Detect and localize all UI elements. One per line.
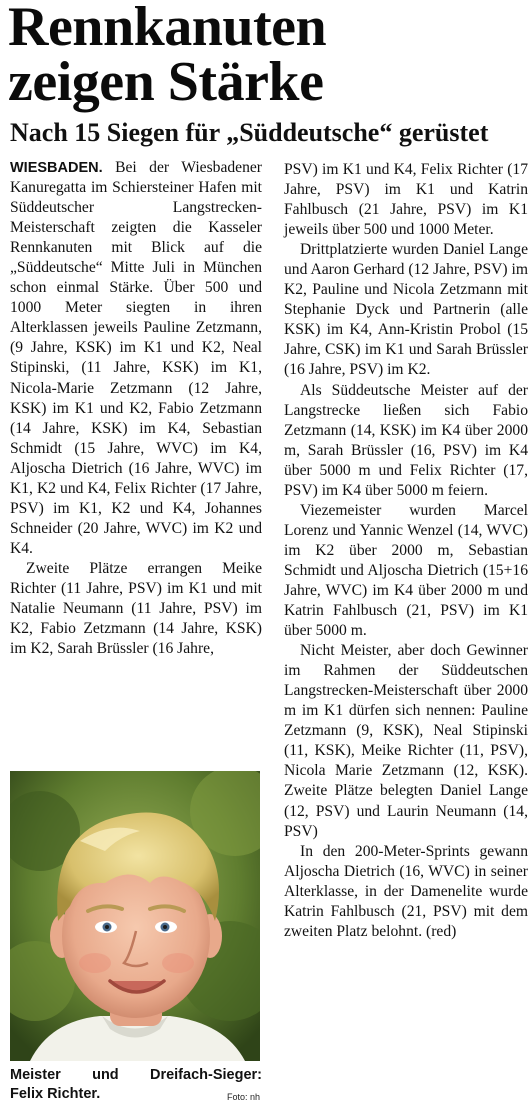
paragraph-winners: Nicht Meister, aber doch Gewinner im Rahmen der Süddeutschen Langstrecken-Meisterschaft über 2000 m im K1 dürfen sich nennen: Pauline Zetzmann (9, KSK), Neal Stipinski (11, KSK), Meike Richter (11, PSV), Nicola Marie Zetzmann (12, KSK). Zweite Plätze belegten Daniel Lange (12, PSV) und Laurin Neumann (14, PSV) [284,642,528,840]
headline-line-1: Rennkanuten [8,0,327,58]
headline-line-2: zeigen Stärke [8,51,324,113]
article-column-right [284,160,528,942]
paragraph-intro [10,158,262,559]
paragraph-intro-text: Bei der Wiesbadener Kanuregatta im Schiersteiner Hafen mit Süddeutscher Langstrecken-Meisterschaft zeigten die Kasseler Rennkanuten mit Blick auf die „Süddeutsche“ Mitte Juli in München schon einmal Stärke. Über 500 und 1000 Meter siegten in ihren Alterklassen jeweils Pauline Zetzmann, (9 Jahre, KSK) im K1 und K2, Neal Stipinski, (11 Jahre, KSK) im K1, Nicola-Marie Zetzmann (12 Jahre, KSK) im K1 und K2, Fabio Zetzmann (14 Jahre, KSK) im K4, Sebastian Schmidt (15 Jahre, WVC) im K4, Aljoscha Dietrich (16 Jahre, WVC) im K1, K2 und K4, Felix Richter (17 Jahre, PSV) im K1, K2 und K4, Johannes Schneider (20 Jahre, WVC) im K2 und K4. [10,159,262,557]
caption-line-1: Meister und Dreifach-Sieger: [10,1067,262,1083]
caption-line-2: Felix Richter. [10,1086,101,1102]
paragraph-vice-champions: Viezemeister wurden Marcel Lorenz und Yannic Wenzel (14, WVC) im K2 über 2000 m, Sebastian Schmidt und Aljoscha Dietrich (15+16 Jahre, WVC) im K4 über 2000 m und Katrin Fahlbusch (21, PSV) im K1 über 5000 m. [284,501,528,640]
paragraph-third-places: Drittplatzierte wurden Daniel Lange und Aaron Gerhard (12 Jahre, PSV) im K2, Pauline und Nicola Zetzmann mit Stephanie Dyck und Partnerin (alle KSK) im K4, Ann-Kristin Probol (15 Jahre, CSK) im K1 und Sarah Brüssler (16 Jahre, PSV) im K2. [284,241,528,379]
paragraph-sprints: In den 200-Meter-Sprints gewann Aljoscha Dietrich (16, WVC) in seiner Alterklasse, in der Damenelite wurde Katrin Fahlbusch (21, PSV) mit dem zweiten Platz belohnt. (red) [284,842,528,940]
photo-credit: Foto: nh [226,1092,260,1102]
portrait-photo [10,771,260,1061]
headline [8,0,528,113]
photo-caption [10,1066,262,1104]
portrait-illustration [10,771,260,1061]
article-column-left [10,158,262,659]
dateline: WIESBADEN. [10,160,103,176]
paragraph-continued: PSV) im K1 und K4, Felix Richter (17 Jahre, PSV) im K1 und Katrin Fahlbusch (21 Jahre, PSV) im K1 jeweils über 500 und 1000 Meter. [284,161,528,239]
subheadline: Nach 15 Siegen für „Süddeutsche“ gerüstet [10,118,489,147]
paragraph-champions: Als Süddeutsche Meister auf der Langstrecke ließen sich Fabio Zetzmann (14, KSK) im K4 über 2000 m, Sarah Brüssler (16, PSV) im K4 über 5000 m und Felix Richter (17, PSV) im K4 über 5000 m feiern. [284,381,528,499]
paragraph-second-places: Zweite Plätze errangen Meike Richter (11 Jahre, PSV) im K1 und mit Natalie Neumann (11 Jahre, PSV) im K2, Fabio Zetzmann (14 Jahre, KSK) im K2, Sarah Brüssler (16 Jahre, [10,559,262,658]
